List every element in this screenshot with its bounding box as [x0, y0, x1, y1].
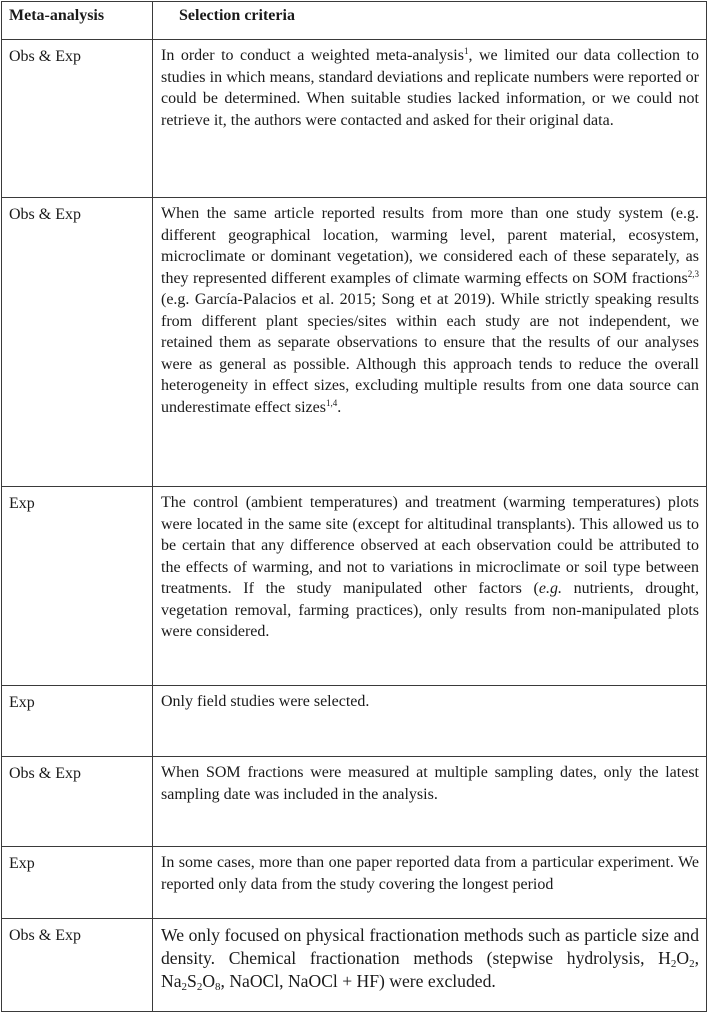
chemical-subscript: 2 [181, 981, 188, 993]
italic-text: e.g. [538, 580, 562, 597]
chemical-subscript: 8 [215, 981, 221, 993]
meta-analysis-cell: Exp [2, 847, 153, 919]
header-row [2, 2, 707, 40]
criteria-cell: When the same article reported results from more than one study system (e.g. different geographical location, warming level, parent material, ecosystem, microclimate or dominant vegetation), we considered each of these separately, as they represented different examples of climate warming effects on SOM fractions$^{2,3}$ (e.g. García-Palacios et al. 2015; Song et at 2019). While strictly speaking results from different plant species/sites within each study are not independent, we retained them as separate observations to ensure that the results of our analyses were as general as possible. Although this approach tends to reduce the overall heterogeneity in effect sizes, excluding multiple results from one data source can underestimate effect sizes$^{1,4}$. [153, 198, 707, 487]
table-row [2, 487, 707, 686]
criteria-cell: In some cases, more than one paper reported data from a particular experiment. We reported only data from the study covering the longest period [153, 847, 707, 919]
meta-analysis-cell: Obs & Exp [2, 40, 153, 198]
header-selection-criteria [153, 2, 707, 40]
table-row [2, 40, 707, 198]
header-meta-analysis: Meta-analysis [2, 2, 153, 40]
reference-superscript: 2,3 [687, 268, 699, 279]
criteria-cell: We only focused on physical fractionation methods such as particle size and density. Chemical fractionation methods (stepwise hydrolysis, $H_2O_2$, $Na_2S_2O_8$, NaOCl, NaOCl + HF) were excluded. [153, 919, 707, 1012]
table-row [2, 686, 707, 757]
chemical-subscript: 2 [670, 958, 677, 970]
reference-superscript: 1,4 [325, 397, 338, 408]
criteria-cell: Only field studies were selected. [153, 686, 707, 757]
chemical-subscript: 2 [196, 981, 203, 993]
criteria-cell: When SOM fractions were measured at multiple sampling dates, only the latest sampling date was included in the analysis. [153, 757, 707, 847]
meta-analysis-cell: Exp [2, 686, 153, 757]
table-row [2, 198, 707, 487]
meta-analysis-cell: Obs & Exp [2, 919, 153, 1012]
header-selection-criteria-label: Selection criteria [179, 7, 295, 24]
meta-analysis-cell: Obs & Exp [2, 198, 153, 487]
table-row [2, 847, 707, 919]
criteria-cell: The control (ambient temperatures) and treatment (warming temperatures) plots were located in the same site (except for altitudinal transplants). This allowed us to be certain that any difference observed at each observation could be attributed to the effects of warming, and not to variations in microclimate or soil type between treatments. If the study manipulated other factors (e.g. nutrients, drought, vegetation removal, farming practices), only results from non-manipulated plots were considered. [153, 487, 707, 686]
criteria-cell: In order to conduct a weighted meta-analysis$^1$, we limited our data collection to studies in which means, standard deviations and replicate numbers were reported or could be determined. When suitable studies lacked information, or we could not retrieve it, the authors were contacted and asked for their original data. [153, 40, 707, 198]
reference-superscript: 1 [463, 46, 469, 56]
meta-analysis-cell: Obs & Exp [2, 757, 153, 847]
selection-criteria-table [1, 1, 707, 1012]
table-row [2, 757, 707, 847]
chemical-subscript: 2 [689, 958, 695, 970]
meta-analysis-cell: Exp [2, 487, 153, 686]
table-row [2, 919, 707, 1012]
